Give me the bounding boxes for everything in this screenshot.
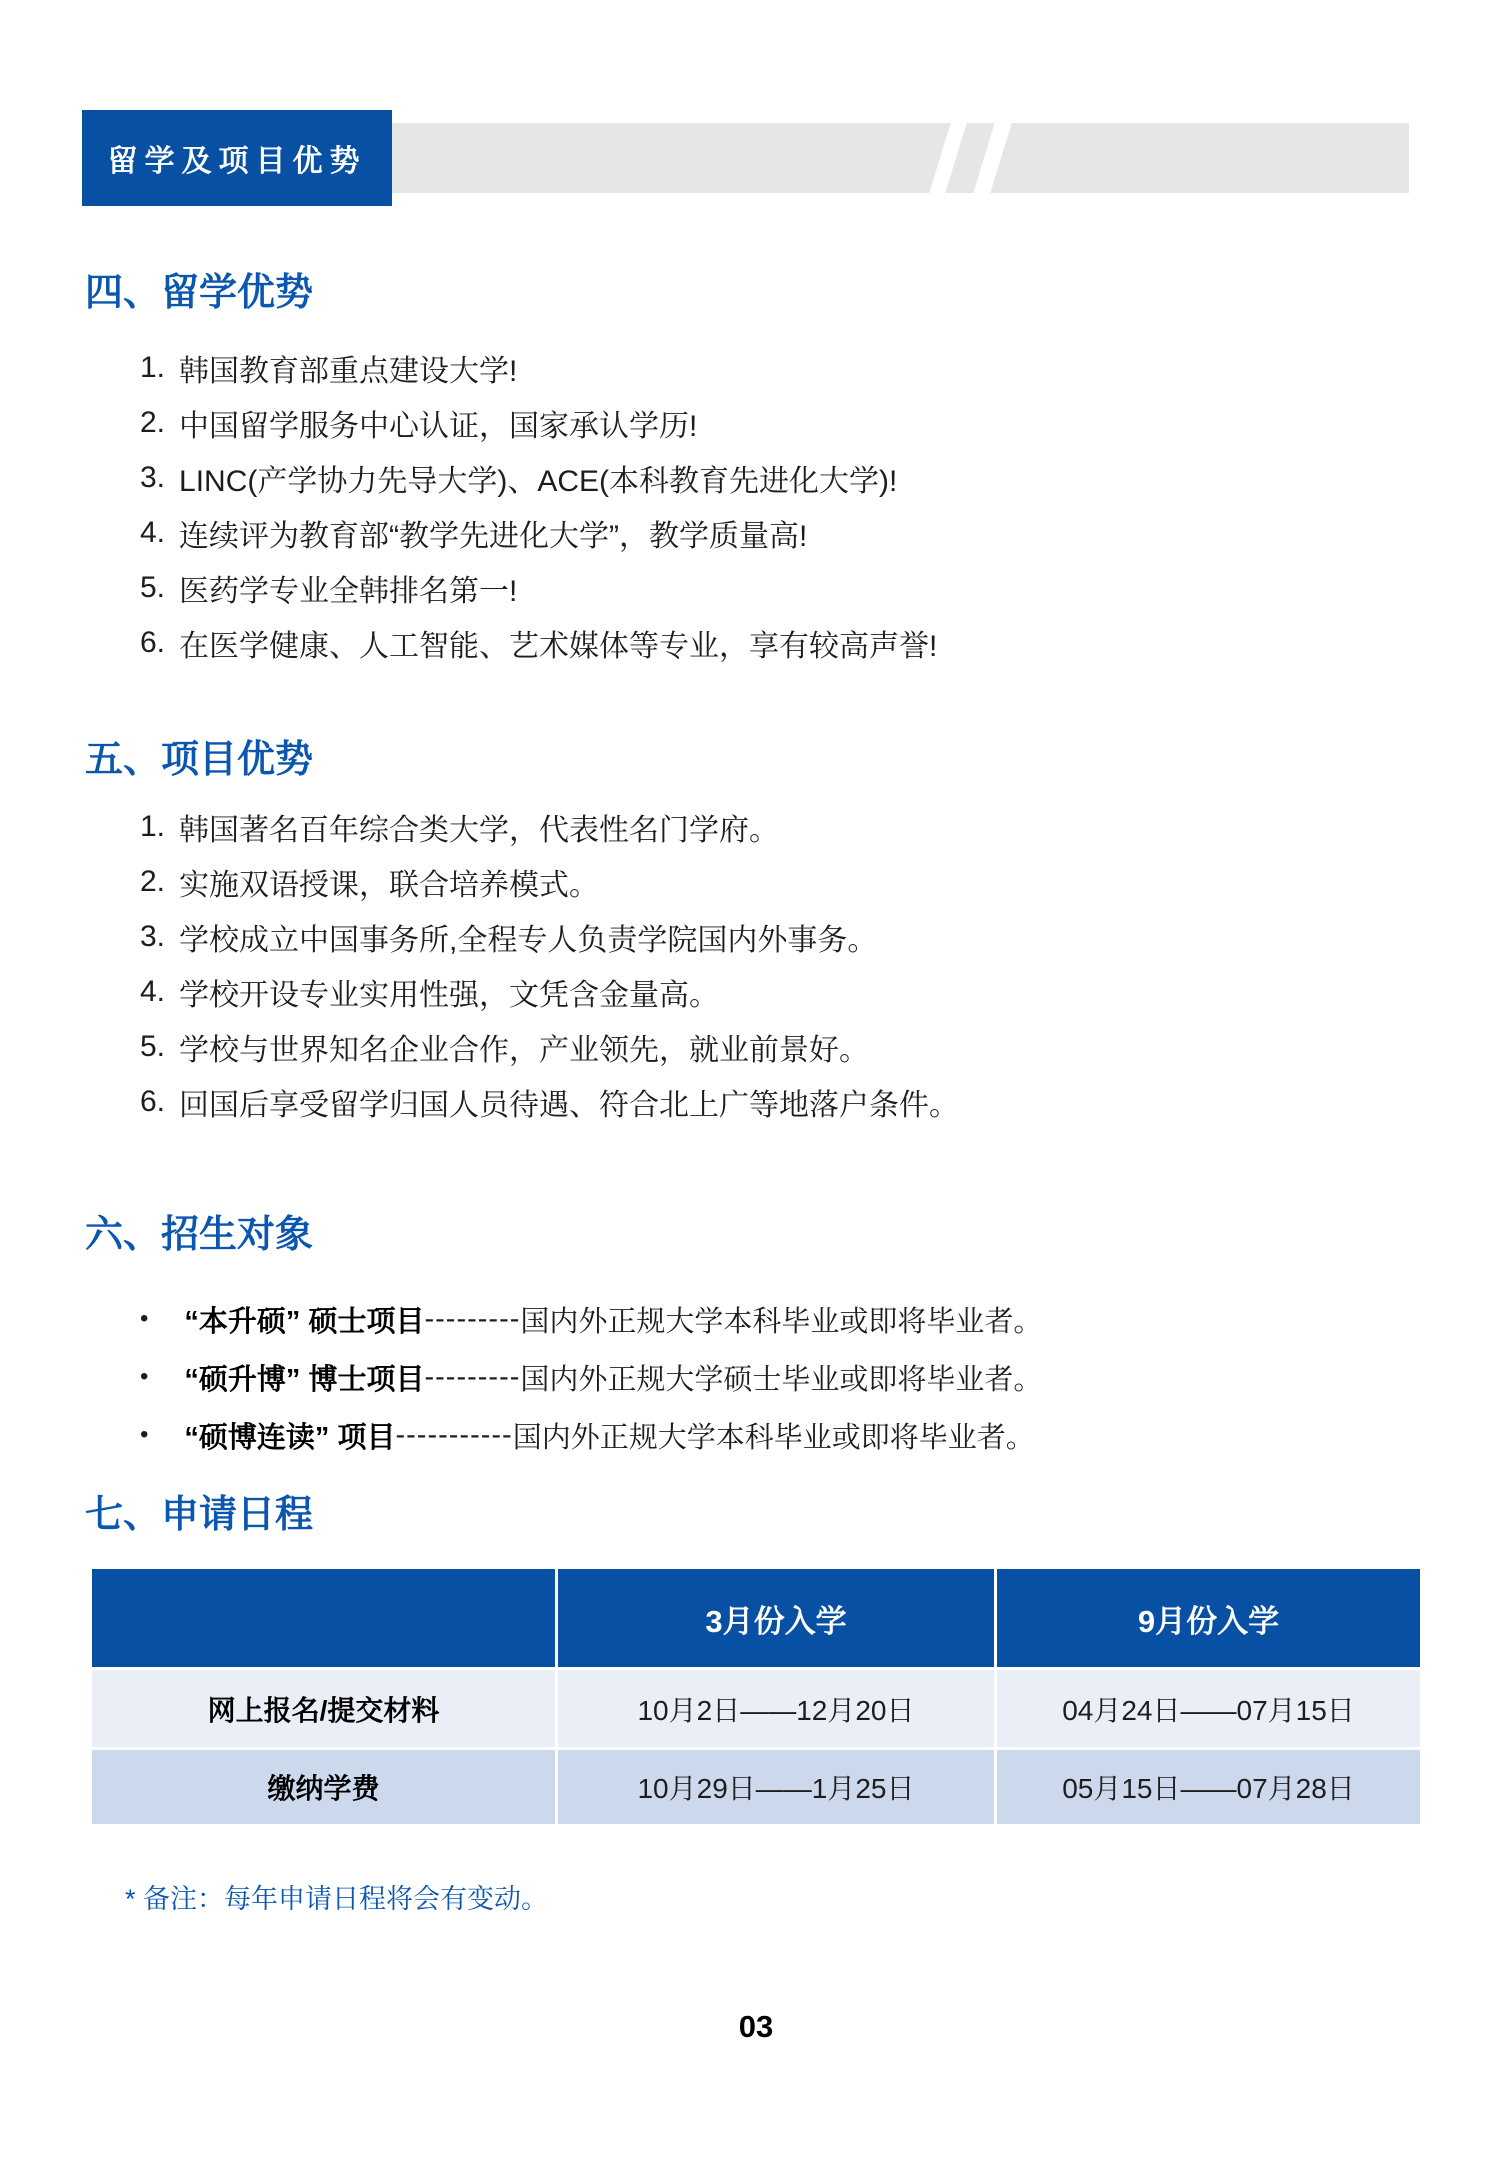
table-cell-march-application-period: 10月2日——12月20日: [558, 1670, 994, 1747]
list-item: [140, 799, 1512, 854]
item-text: 韩国教育部重点建设大学!: [179, 354, 518, 388]
program-label: “本升硕” 硕士项目: [184, 1305, 425, 1338]
dash-leader: ---------: [424, 1302, 521, 1335]
item-number: 4.: [140, 515, 166, 549]
list-item: [140, 340, 1512, 395]
dash-leader: -----------: [395, 1418, 513, 1451]
table-header-empty-cell: [92, 1569, 555, 1667]
table-cell-september-application-period: 04月24日——07月15日: [997, 1670, 1420, 1747]
decorative-band: [392, 123, 1409, 193]
item-text: 在医学健康、人工智能、艺术媒体等专业，享有较高声誉!: [179, 629, 938, 663]
list-item: [140, 854, 1512, 909]
item-number: 4.: [140, 974, 166, 1008]
remark-note: * 备注：每年申请日程将会有变动。: [125, 1884, 549, 1914]
item-number: 3.: [140, 919, 166, 953]
item-text: 韩国著名百年综合类大学，代表性名门学府。: [179, 813, 780, 847]
list-item: [140, 909, 1512, 964]
program-label: “硕升博” 博士项目: [184, 1363, 425, 1396]
decorative-stripe: [973, 123, 1011, 193]
bullet-icon: •: [140, 1421, 149, 1448]
list-item: [140, 395, 1512, 450]
item-number: 3.: [140, 460, 166, 494]
list-item: [140, 964, 1512, 1019]
item-text: 连续评为教育部“教学先进化大学”，教学质量高!: [179, 519, 808, 553]
item-text: 医药学专业全韩排名第一!: [179, 574, 518, 608]
table-cell-march-payment-period: 10月29日——1月25日: [558, 1750, 994, 1824]
bullet-icon: •: [140, 1363, 149, 1390]
table-header-september-intake: 9月份入学: [997, 1569, 1420, 1667]
program-requirement: 国内外正规大学硕士毕业或即将毕业者。: [520, 1363, 1043, 1396]
table-cell-september-payment-period: 05月15日——07月28日: [997, 1750, 1420, 1824]
list-item: [140, 1019, 1512, 1074]
program-requirement: 国内外正规大学本科毕业或即将毕业者。: [520, 1305, 1043, 1338]
item-text: 实施双语授课，联合培养模式。: [179, 868, 600, 902]
item-number: 6.: [140, 1084, 166, 1118]
item-number: 1.: [140, 350, 166, 384]
item-number: 2.: [140, 405, 166, 439]
item-number: 6.: [140, 625, 166, 659]
enrollment-targets-list: [140, 1290, 1512, 1464]
application-schedule-table: [92, 1569, 1420, 1824]
list-item: [140, 560, 1512, 615]
list-item: [140, 505, 1512, 560]
list-item: [140, 1074, 1512, 1129]
list-item: [140, 450, 1512, 505]
item-number: 5.: [140, 570, 166, 604]
item-number: 5.: [140, 1029, 166, 1063]
bullet-icon: •: [140, 1305, 149, 1332]
dash-leader: ---------: [424, 1360, 521, 1393]
program-label: “硕博连读” 项目: [184, 1421, 396, 1454]
section-heading-application-schedule: 七、申请日程: [85, 1494, 314, 1536]
section-heading-enrollment-targets: 六、招生对象: [85, 1214, 314, 1256]
item-text: LINC(产学协力先导大学)、ACE(本科教育先进化大学)!: [179, 464, 898, 498]
banner: [82, 110, 392, 206]
decorative-stripe: [929, 123, 966, 193]
item-text: 学校开设专业实用性强，文凭含金量高。: [179, 978, 720, 1012]
table-row-label-online-application: 网上报名/提交材料: [92, 1670, 555, 1747]
program-advantages-list: [140, 799, 1512, 1129]
banner-row: [0, 110, 1512, 208]
item-text: 学校与世界知名企业合作，产业领先，就业前景好。: [179, 1033, 870, 1067]
study-advantages-list: [140, 340, 1512, 670]
table-header-march-intake: 3月份入学: [558, 1569, 994, 1667]
list-item: [140, 1406, 1512, 1464]
page: [0, 110, 1512, 2045]
banner-title: 留学及项目优势: [107, 145, 367, 178]
table-row-label-tuition-payment: 缴纳学费: [92, 1750, 555, 1824]
section-heading-program-advantages: 五、项目优势: [85, 739, 314, 781]
item-number: 2.: [140, 864, 166, 898]
page-number: 03: [738, 2009, 774, 2044]
item-text: 学校成立中国事务所,全程专人负责学院国内外事务。: [179, 923, 878, 957]
program-requirement: 国内外正规大学本科毕业或即将毕业者。: [512, 1421, 1035, 1454]
item-number: 1.: [140, 809, 166, 843]
list-item: [140, 1290, 1512, 1348]
item-text: 回国后享受留学归国人员待遇、符合北上广等地落户条件。: [179, 1088, 960, 1122]
section-heading-study-advantages: 四、留学优势: [85, 272, 314, 314]
list-item: [140, 615, 1512, 670]
list-item: [140, 1348, 1512, 1406]
item-text: 中国留学服务中心认证，国家承认学历!: [179, 409, 698, 443]
